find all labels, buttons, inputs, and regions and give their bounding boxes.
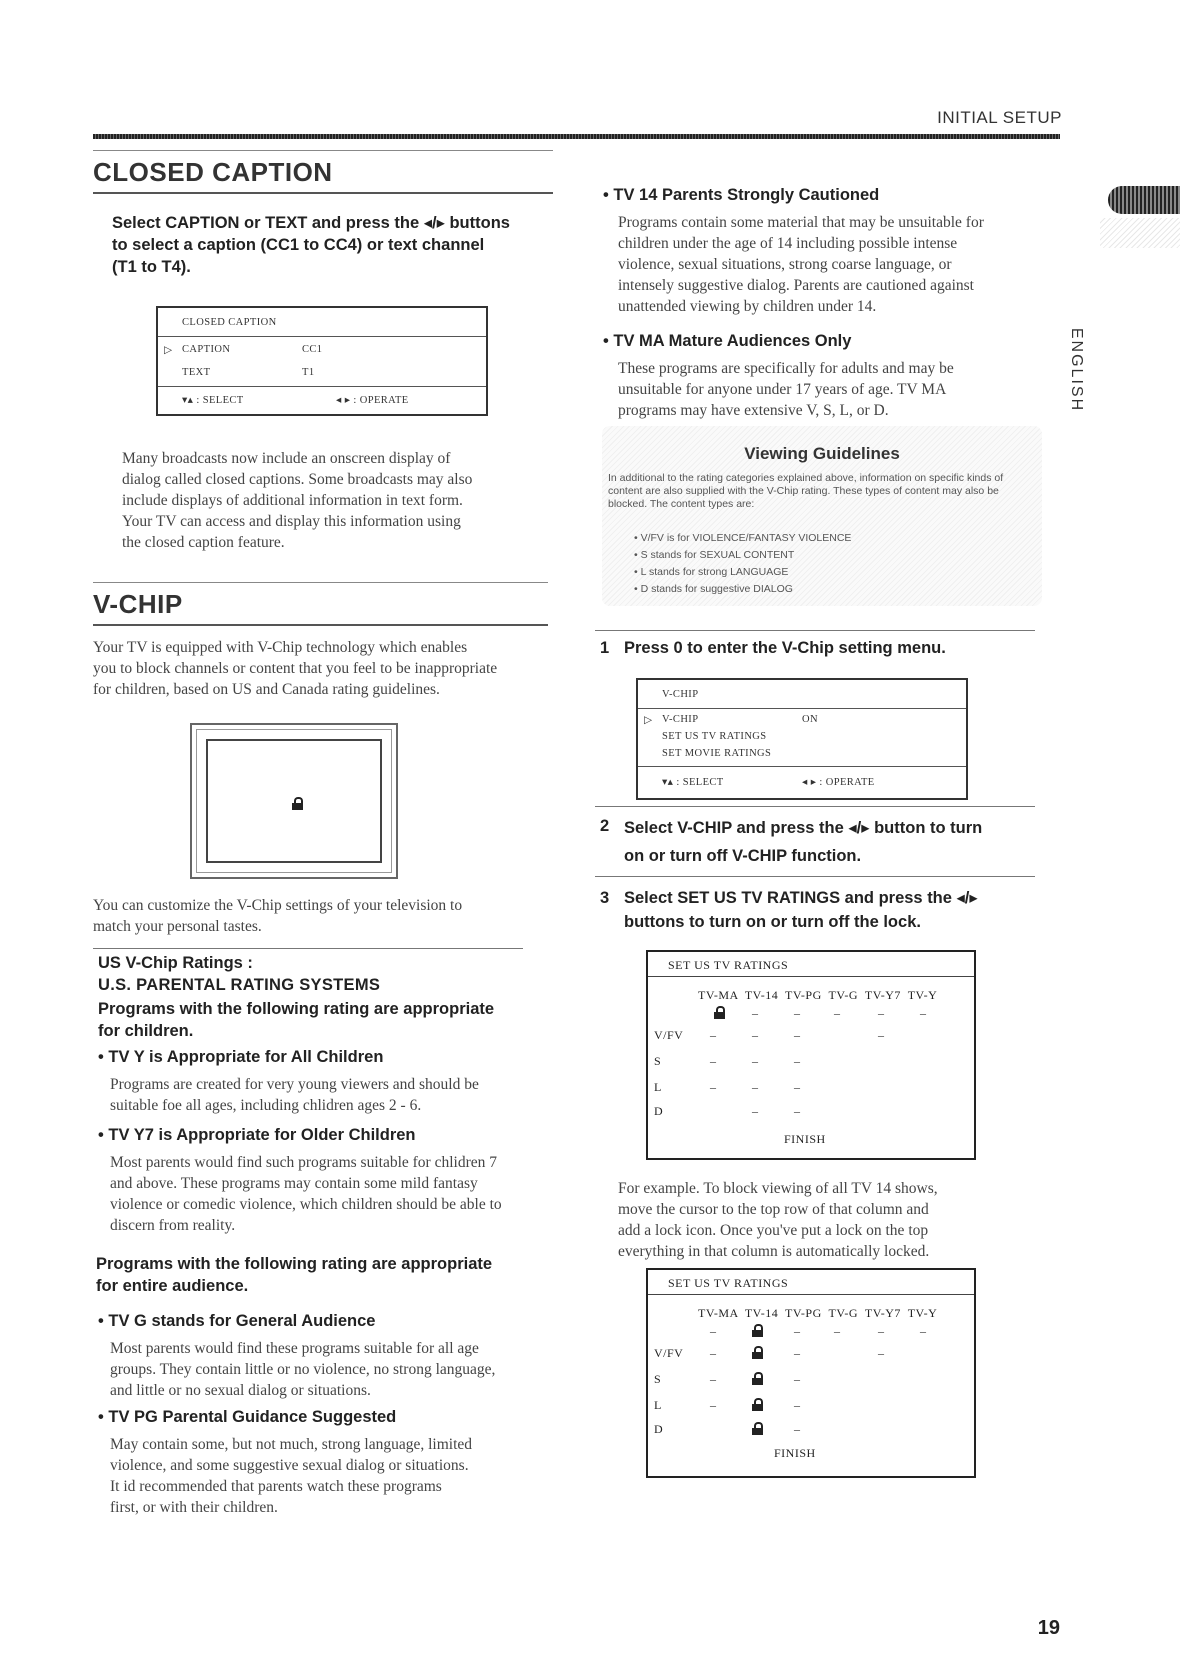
lock-icon [292,797,303,810]
tvma-body: These programs are specifically for adults and may be unsuitable for anyone under 17 years of age. TV MA programs may have extensive V, S, L, or D. [618,360,954,419]
tv-ratings-grid: SET US TV RATINGS TV-MA TV-14 TV-PG TV-G TV-Y7 TV-Y – – – – – V/FV – – – – S – – – L – – – D – – FINISH [646,950,976,1160]
tv-ratings-grid-locked: SET US TV RATINGS TV-MA TV-14 TV-PG TV-G TV-Y7 TV-Y – – – – – V/FV – – – S – – L – – D – FINISH [646,1268,976,1478]
example-text: For example. To block viewing of all TV 14 shows, move the cursor to the top row of that column and add a lock icon. Once you've put a lock on the top everything in that column is automatically locked. [618,1180,938,1260]
grid-column-headers: TV-MA TV-14 TV-PG TV-G TV-Y7 TV-Y [698,1306,938,1320]
tvy-heading: • TV Y is Appropriate for All Children [98,1048,384,1066]
tv14-heading: • TV 14 Parents Strongly Cautioned [603,186,880,204]
language-tab-shadow [1100,218,1180,248]
lock-icon [752,1346,763,1359]
vchip-title: V-CHIP [93,589,183,619]
osd-vchip-value: ON [802,714,818,725]
content-type-item: • L stands for strong LANGUAGE [634,566,789,578]
tvpg-heading: • TV PG Parental Guidance Suggested [98,1408,397,1426]
language-tab-marker [1108,186,1180,214]
osd-caption-label[interactable]: CAPTION [182,344,231,355]
step-divider [595,630,1035,631]
grid-column-headers: TV-MA TV-14 TV-PG TV-G TV-Y7 TV-Y [698,988,938,1002]
content-type-item: • S stands for SEXUAL CONTENT [634,549,795,561]
osd-text-label[interactable]: TEXT [182,367,211,378]
parental-rating-systems: U.S. PARENTAL RATING SYSTEMS [98,976,381,994]
lock-icon [752,1398,763,1411]
tv-illustration [190,723,398,879]
viewing-guidelines-text: In additional to the rating categories explained above, information on specific kinds of content are also supplied with the V-Chip rating. These types of content may also be blocked. The content types are: [608,472,1004,510]
step2-text: Select V-CHIP and press the ◂/▸ button to turn on or turn off V-CHIP function. [624,819,983,865]
step2-number: 2 [600,817,610,835]
grid-finish[interactable]: FINISH [774,1446,816,1460]
closed-caption-section [93,150,553,194]
step1-number: 1 [600,639,610,657]
entire-audience-heading: Programs with the following rating are appropriate for entire audience. [96,1255,493,1295]
grid-title: SET US TV RATINGS [668,958,789,972]
header-rule [93,134,1060,139]
grid-row-label: D [654,1422,664,1436]
osd-set-us-tv-ratings[interactable]: SET US TV RATINGS [662,731,767,742]
osd-text-value: T1 [302,367,315,378]
closed-caption-title: CLOSED CAPTION [93,157,333,187]
step1-text: Press 0 to enter the V-Chip setting menu. [624,639,946,657]
content-type-item: • V/FV is for VIOLENCE/FANTASY VIOLENCE [634,532,852,544]
vchip-section [93,582,548,626]
tvpg-body: May contain some, but not much, strong language, limited violence, and some suggestive sexual dialog or situations. It id recommended that parents watch these programs first, or with their children. [110,1436,473,1516]
closed-caption-description: Many broadcasts now include an onscreen display of dialog called closed captions. Some broadcasts may also include displays of additional information in text form. Your TV can access and display this information using the closed caption feature. [122,450,473,551]
grid-row-label: S [654,1054,662,1068]
grid-title: SET US TV RATINGS [668,1276,789,1290]
svg-text:ENGLISH: ENGLISH [1067,327,1085,413]
viewing-guidelines-box [602,426,1042,606]
section-label: INITIAL SETUP [937,108,1062,127]
grid-row-label: L [654,1398,662,1412]
vchip-osd [636,678,968,800]
vchip-intro: Your TV is equipped with V-Chip technology which enables you to block channels or content that you feel to be inappropriate for children, based on US and Canada rating guidelines. [93,639,498,698]
osd-title: V-CHIP [662,689,699,700]
step-divider [595,806,1035,807]
closed-caption-instruction: Select CAPTION or TEXT and press the ◂/▸ buttons to select a caption (CC1 to CC4) or text channel (T1 to T4). [112,214,510,276]
osd-cursor-icon: ▷ [164,345,173,356]
grid-row-label: V/FV [654,1346,684,1360]
ratings-divider [93,948,523,949]
tvg-body: Most parents would find these programs suitable for all age groups. They contain little or no violence, no strong language, and little or no sexual dialog or situations. [110,1340,496,1399]
children-heading: Programs with the following rating are appropriate for children. [98,1000,495,1040]
lock-icon [752,1324,763,1337]
osd-cursor-icon: ▷ [644,715,653,726]
grid-row-label: V/FV [654,1028,684,1042]
english-vertical-label [1064,325,1088,415]
tv-screen [206,739,382,863]
lock-icon [752,1372,763,1385]
lock-icon [714,1006,725,1019]
grid-row-label: D [654,1104,664,1118]
step-divider [595,876,1035,877]
tvy7-body: Most parents would find such programs suitable for chlidren 7 and above. These programs may contain some mild fantasy violence or comedic violence, which children should be able to discern from reality. [110,1154,502,1234]
lock-icon [752,1422,763,1435]
step3-text: Select SET US TV RATINGS and press the ◂/▸ buttons to turn on or turn off the lock. [624,889,978,931]
osd-caption-value: CC1 [302,344,323,355]
grid-row-label: L [654,1080,662,1094]
osd-select-hint: ▾▴ : SELECT [182,395,244,406]
tvy7-heading: • TV Y7 is Appropriate for Older Children [98,1126,416,1144]
grid-row-label: S [654,1372,662,1386]
page-number: 19 [1037,1617,1060,1639]
osd-select-hint: ▾▴ : SELECT [662,777,724,788]
grid-finish[interactable]: FINISH [784,1132,826,1146]
osd-title: CLOSED CAPTION [182,317,277,328]
vchip-customize: You can customize the V-Chip settings of your television to match your personal tastes. [93,897,463,935]
tvma-heading: • TV MA Mature Audiences Only [603,332,852,350]
content-type-item: • D stands for suggestive DIALOG [634,583,793,595]
tv14-body: Programs contain some material that may be unsuitable for children under the age of 14 including possible intense violence, sexual situations, strong coarse language, or intensely suggestive dialog. Parents are cautioned against unattended viewing by children under 14. [618,214,984,315]
tvg-heading: • TV G stands for General Audience [98,1312,376,1330]
closed-caption-osd [156,306,488,416]
osd-vchip-label[interactable]: V-CHIP [662,714,699,725]
us-ratings-title: US V-Chip Ratings : [98,954,253,972]
osd-operate-hint: ◂ ▸ : OPERATE [336,395,409,406]
osd-operate-hint: ◂ ▸ : OPERATE [802,777,875,788]
viewing-guidelines-title: Viewing Guidelines [744,444,900,463]
osd-set-movie-ratings[interactable]: SET MOVIE RATINGS [662,748,772,759]
content-types-list [634,530,851,598]
tvy-body: Programs are created for very young viewers and should be suitable foe all ages, including chlidren ages 2 - 6. [110,1076,479,1114]
step3-number: 3 [600,889,610,907]
